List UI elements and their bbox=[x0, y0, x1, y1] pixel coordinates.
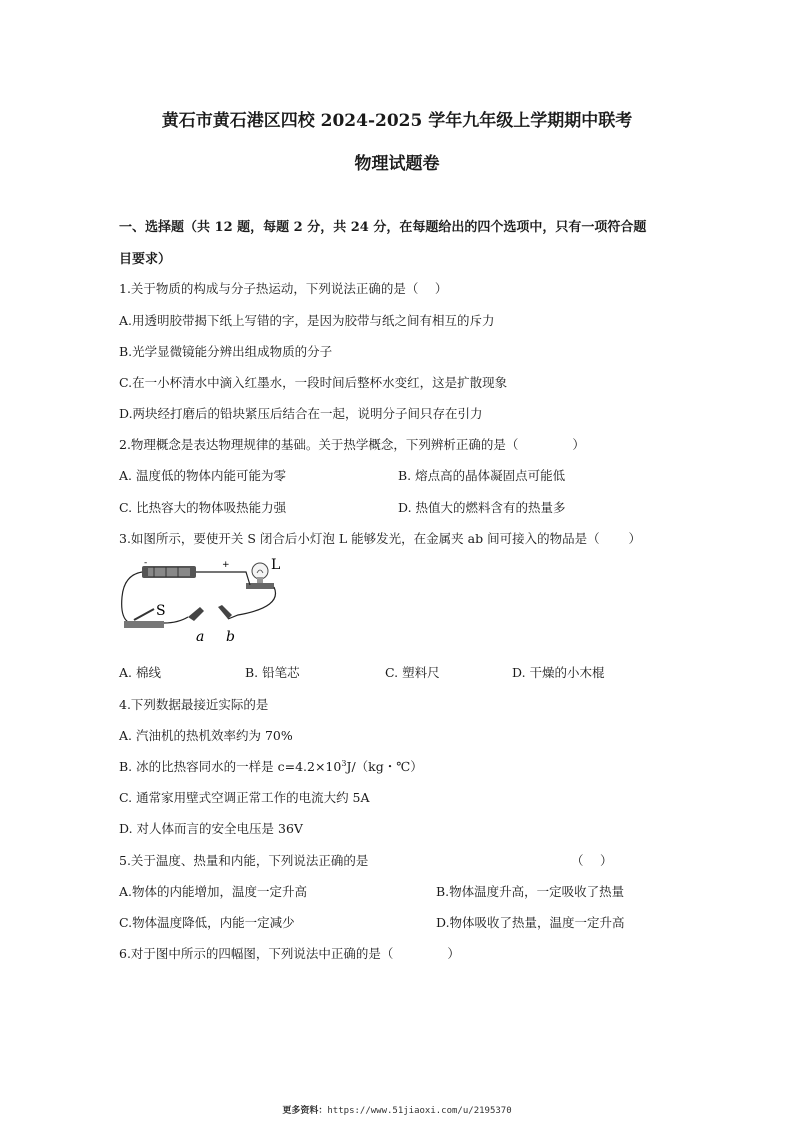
q2-option-d: D. 热值大的燃料含有的热量多 bbox=[398, 500, 566, 515]
q4-option-a: A. 汽油机的热机效率约为 70% bbox=[119, 728, 293, 743]
q5-option-c: C.物体温度降低，内能一定减少 bbox=[119, 915, 295, 930]
battery-minus-label: - bbox=[144, 558, 148, 568]
q3-option-c: C. 塑料尺 bbox=[385, 665, 440, 680]
clip-a-label: a bbox=[196, 629, 205, 645]
clip-b bbox=[218, 605, 232, 619]
footer bbox=[0, 1103, 794, 1116]
battery-plus-label: + bbox=[222, 560, 230, 570]
q1-option-b: B.光学显微镜能分辨出组成物质的分子 bbox=[119, 344, 333, 359]
q4-stem: 4.下列数据最接近实际的是 bbox=[119, 697, 269, 712]
q1-option-c: C.在一小杯清水中滴入红墨水，一段时间后整杯水变红，这是扩散现象 bbox=[119, 375, 508, 390]
q4-option-b-unit: J/（kg・℃） bbox=[346, 759, 423, 774]
q2-option-c: C. 比热容大的物体吸热能力强 bbox=[119, 500, 287, 515]
circuit-figure bbox=[118, 557, 288, 647]
switch-label: S bbox=[156, 603, 166, 619]
clip-a bbox=[188, 607, 204, 621]
q5-option-a: A.物体的内能增加，温度一定升高 bbox=[119, 884, 308, 899]
q5-option-b: B.物体温度升高，一定吸收了热量 bbox=[436, 884, 625, 899]
q2-option-b: B. 熔点高的晶体凝固点可能低 bbox=[398, 468, 566, 483]
q3-option-b: B. 铅笔芯 bbox=[245, 665, 300, 680]
q4-option-d: D. 对人体而言的安全电压是 36V bbox=[119, 821, 303, 836]
q3-stem: 3.如图所示，要使开关 S 闭合后小灯泡 L 能够发光，在金属夹 ab 间可接入的物品是（ ） bbox=[119, 531, 642, 546]
footer-label: 更多资料： bbox=[282, 1106, 328, 1116]
document-title: 黄石市黄石港区四校 2024-2025 学年九年级上学期期中联考 bbox=[161, 111, 633, 131]
section-heading: 一、选择题（共 12 题，每题 2 分，共 24 分，在每题给出的四个选项中，只有一项符合题 bbox=[119, 220, 647, 235]
section-heading-cont: 目要求） bbox=[119, 252, 172, 267]
q5-stem: 5.关于温度、热量和内能，下列说法正确的是 bbox=[119, 853, 369, 868]
q1-stem: 1.关于物质的构成与分子热运动，下列说法正确的是（ ） bbox=[119, 281, 448, 296]
q4-option-b-exponent: 3 bbox=[341, 758, 347, 768]
q4-option-b bbox=[119, 757, 423, 775]
bulb-icon bbox=[252, 563, 268, 579]
switch bbox=[124, 621, 164, 628]
document-subtitle: 物理试题卷 bbox=[354, 154, 440, 174]
q6-stem: 6.对于图中所示的四幅图，下列说法中正确的是（ ） bbox=[119, 946, 460, 961]
q3-option-a: A. 棉线 bbox=[119, 665, 161, 680]
footer-link[interactable]: https://www.51jiaoxi.com/u/2195370 bbox=[327, 1106, 512, 1116]
q2-stem: 2.物理概念是表达物理规律的基础。关于热学概念，下列辨析正确的是（ ） bbox=[119, 437, 585, 452]
q4-option-c: C. 通常家用壁式空调正常工作的电流大约 5A bbox=[119, 790, 370, 805]
q5-option-d: D.物体吸收了热量，温度一定升高 bbox=[436, 915, 625, 930]
q3-option-d: D. 干燥的小木棍 bbox=[512, 665, 605, 680]
bulb-label: L bbox=[271, 557, 281, 573]
q4-option-b-text: B. 冰的比热容同水的一样是 c=4.2×10 bbox=[119, 759, 342, 774]
q5-answer-paren: （ ） bbox=[571, 853, 613, 868]
q1-option-a: A.用透明胶带揭下纸上写错的字，是因为胶带与纸之间有相互的斥力 bbox=[119, 313, 495, 328]
q1-option-d: D.两块经打磨后的铅块紧压后结合在一起，说明分子间只存在引力 bbox=[119, 406, 483, 421]
clip-b-label: b bbox=[226, 629, 235, 645]
q2-option-a: A. 温度低的物体内能可能为零 bbox=[119, 468, 286, 483]
